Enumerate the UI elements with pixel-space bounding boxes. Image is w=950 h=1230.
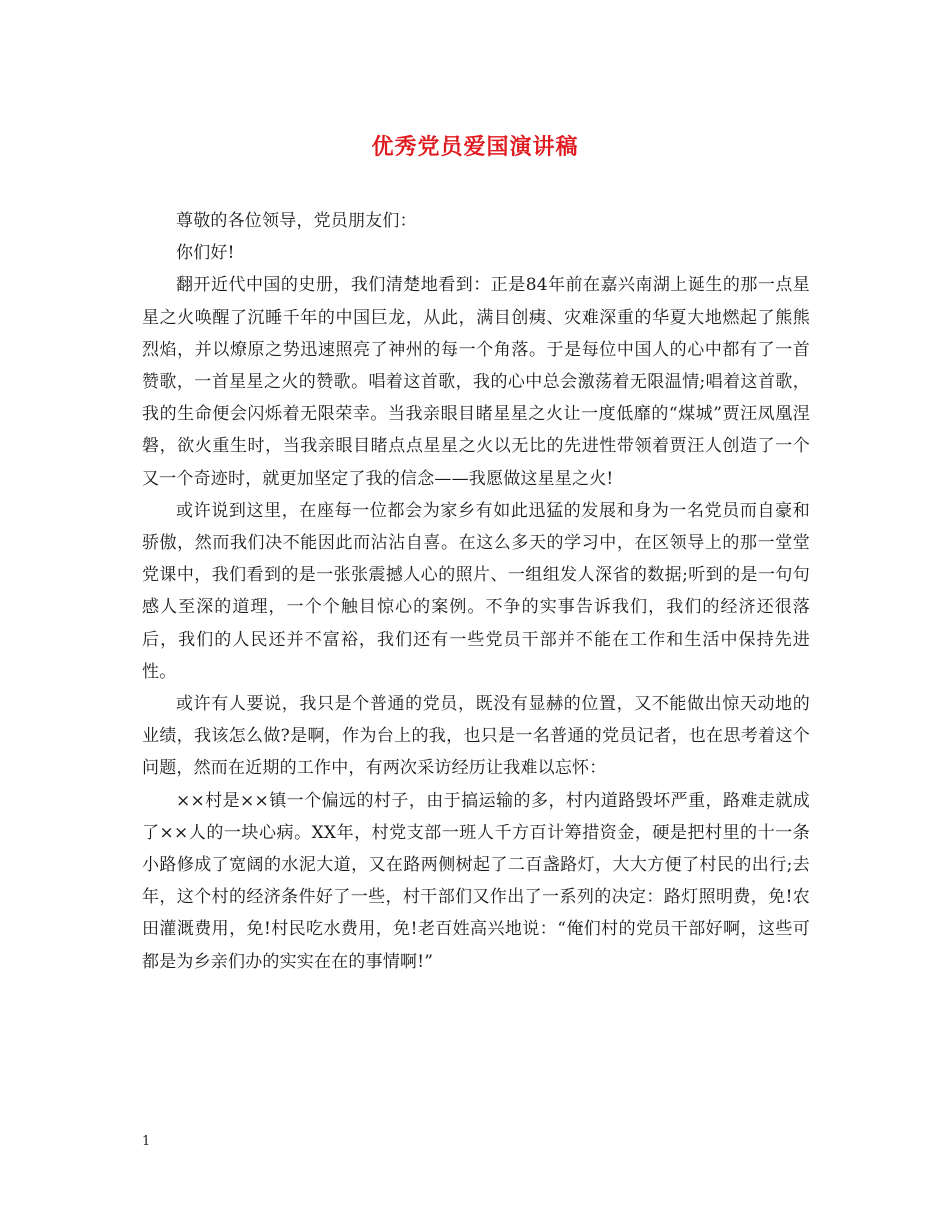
document-title: 优秀党员爱国演讲稿 [371,134,579,160]
paragraph-reflection: 或许说到这里，在座每一位都会为家乡有如此迅猛的发展和身为一名党员而自豪和骄傲，然而我们决不能因此而沾沾自喜。在这么多天的学习中，在区领导上的那一堂堂党课中，我们看到的是一张张震撼人心的照片、一组组发人深省的数据;听到的是一句句感人至深的道理，一个个触目惊心的案例。不争的实事告诉我们，我们的经济还很落后，我们的人民还并不富裕，我们还有一些党员干部并不能在工作和生活中保持先进性。 [142,500,810,682]
paragraph-village-story: ××村是××镇一个偏远的村子，由于搞运输的多，村内道路毁坏严重，路难走就成了××人的一块心病。XX年，村党支部一班人千方百计筹措资金，硬是把村里的十一条小路修成了宽阔的水泥大道，又在路两侧树起了二百盏路灯，大大方便了村民的出行;去年，这个村的经济条件好了一些，村干部们又作出了一系列的决定：路灯照明费，免!农田灌溉费用，免!村民吃水费用，免!老百姓高兴地说：“俺们村的党员干部好啊，这些可都是为乡亲们办的实实在在的事情啊!” [142,790,810,972]
paragraph-history: 翻开近代中国的史册，我们清楚地看到：正是84年前在嘉兴南湖上诞生的那一点星星之火唤醒了沉睡千年的中国巨龙，从此，满目创痍、灾难深重的华夏大地燃起了熊熊烈焰，并以燎原之势迅速照亮了神州的每一个角落。于是每位中国人的心中都有了一首赞歌，一首星星之火的赞歌。唱着这首歌，我的心中总会激荡着无限温情;唱着这首歌，我的生命便会闪烁着无限荣幸。当我亲眼目睹星星之火让一度低靡的“煤城”贾汪凤凰涅磐，欲火重生时，当我亲眼目睹点点星星之火以无比的先进性带领着贾汪人创造了一个又一个奇迹时，就更加坚定了我的信念——我愿做这星星之火! [142,275,810,489]
paragraph-greeting: 尊敬的各位领导，党员朋友们： [176,211,417,231]
paragraph-hello: 你们好! [176,243,235,264]
document-body [142,205,810,978]
page-number: 1 [142,1134,151,1149]
paragraph-question: 或许有人要说，我只是个普通的党员，既没有显赫的位置，又不能做出惊天动地的业绩，我该怎么做?是啊，作为台上的我，也只是一名普通的党员记者，也在思考着这个问题，然而在近期的工作中，有两次采访经历让我难以忘怀： [142,694,810,779]
